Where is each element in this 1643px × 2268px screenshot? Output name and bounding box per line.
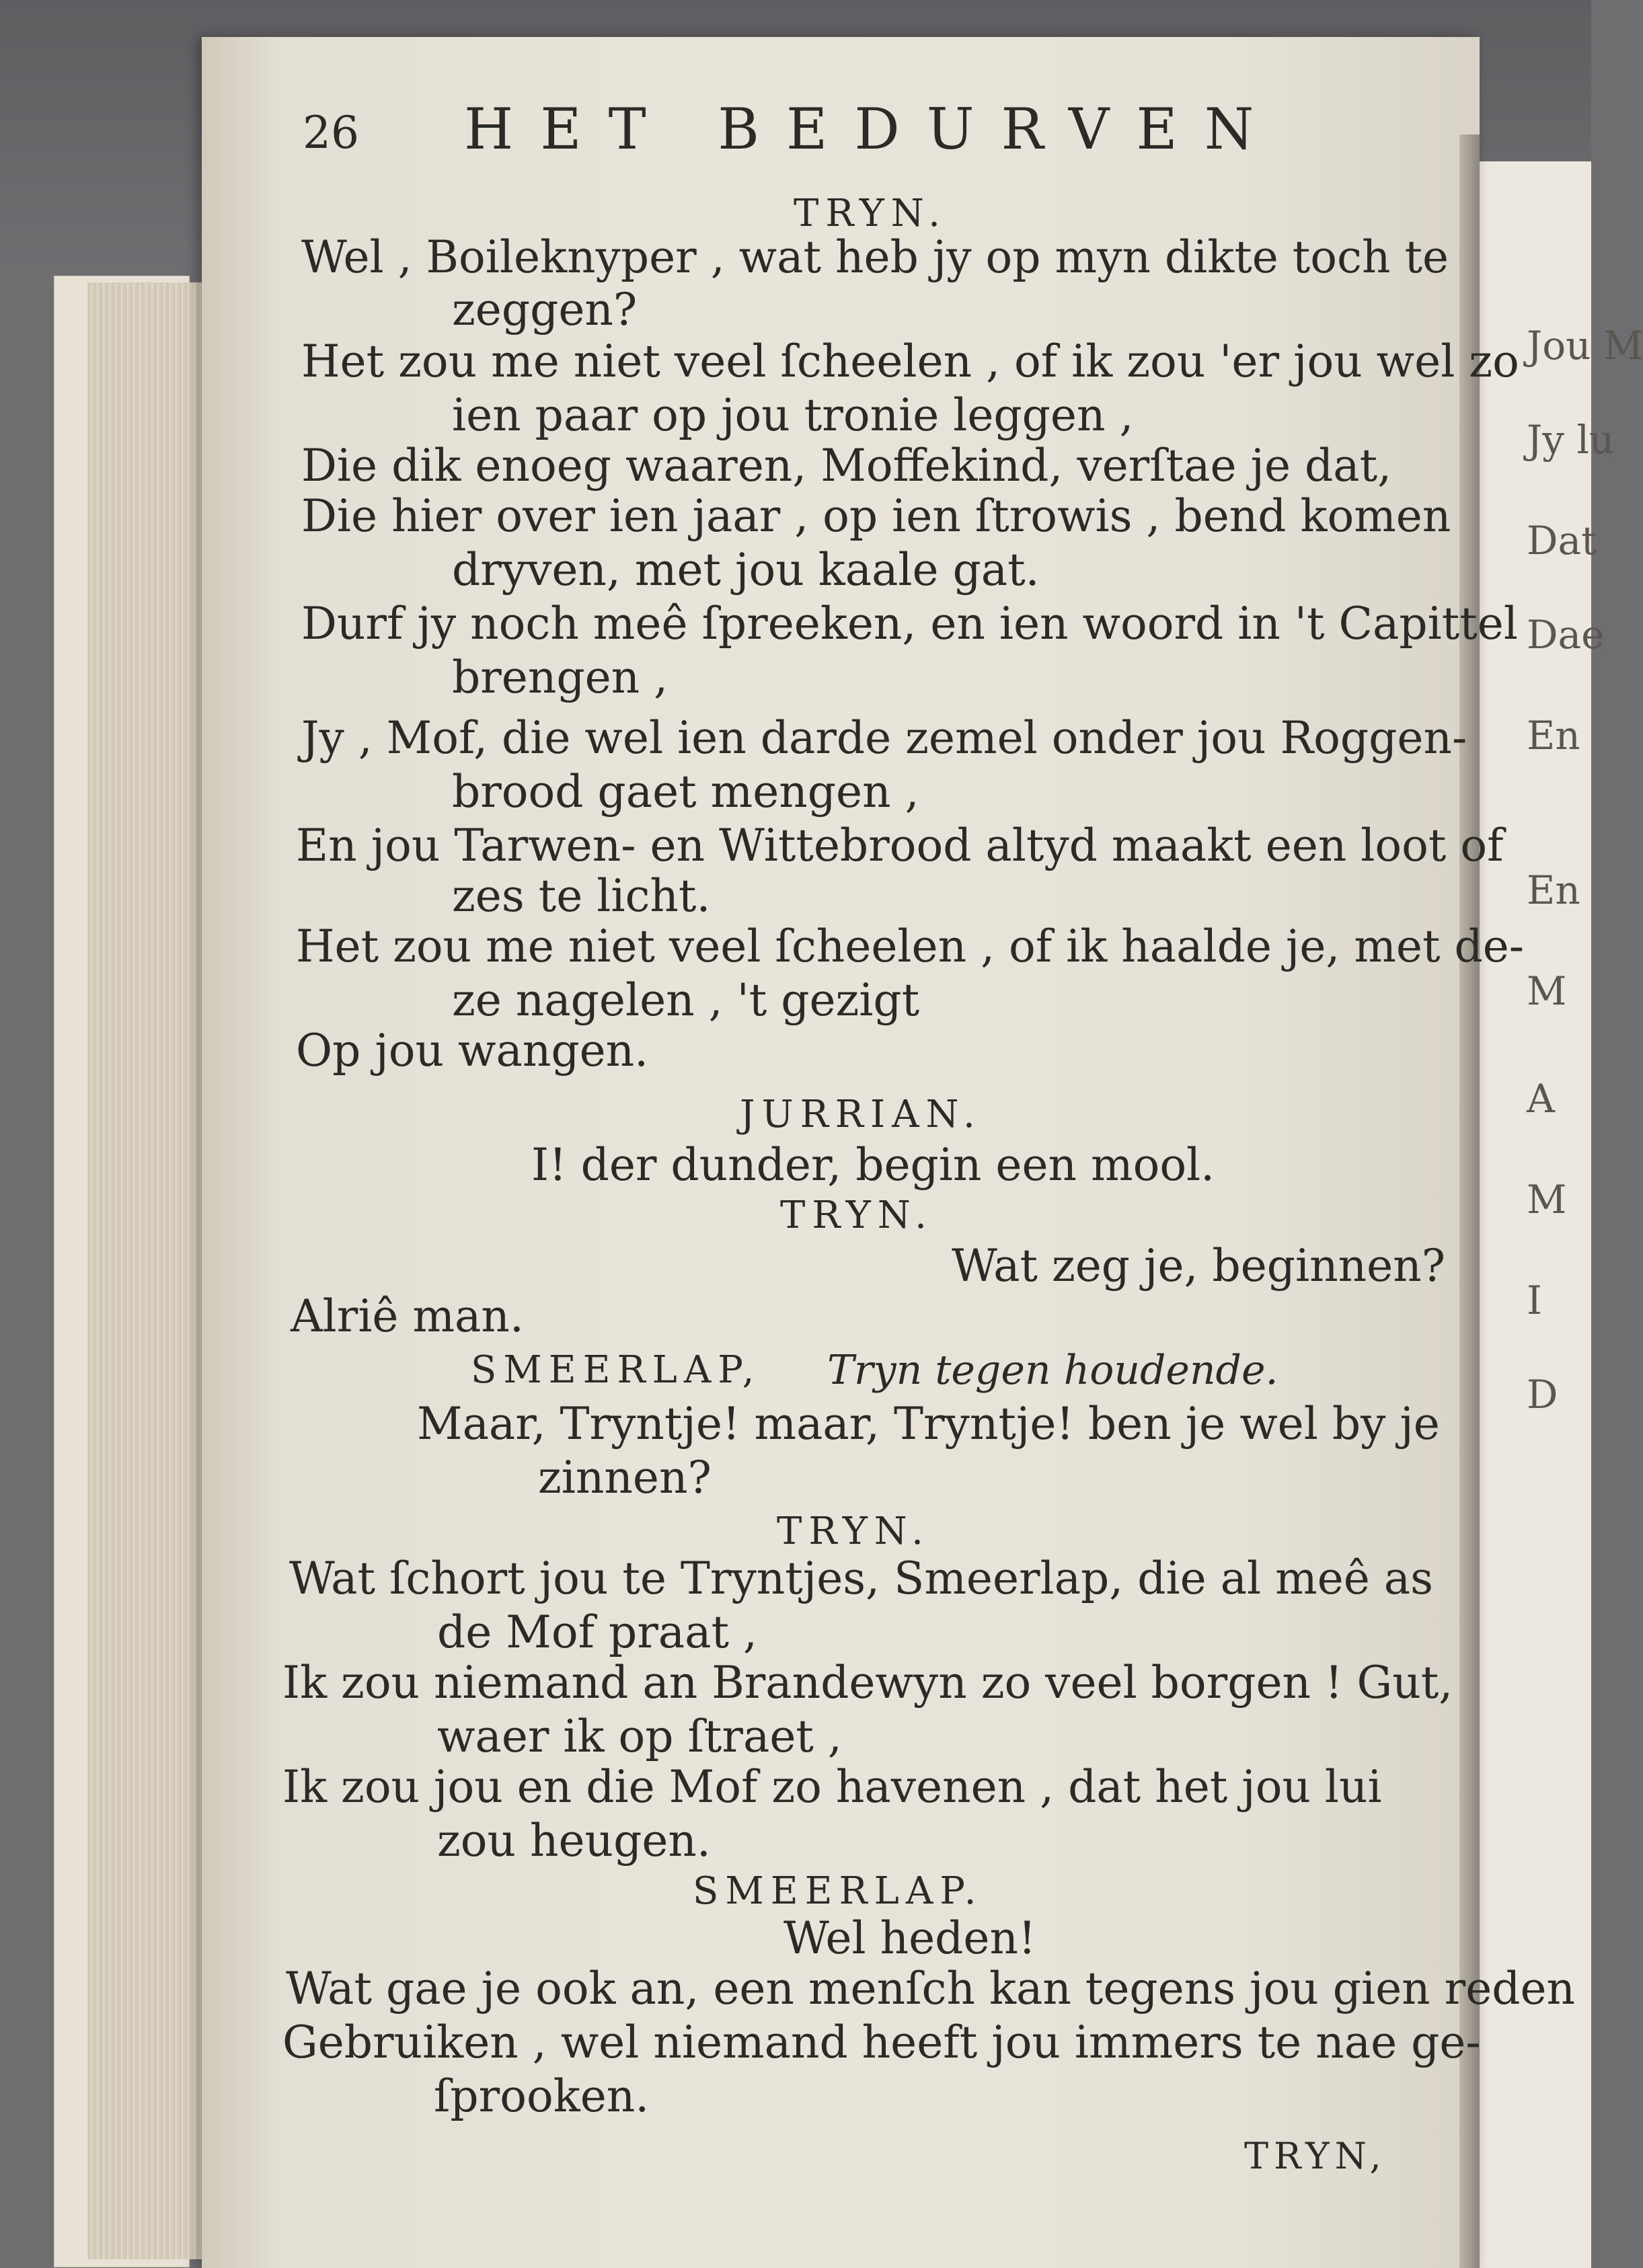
verse-line: I! der dunder, begin een mool. bbox=[531, 1139, 1215, 1191]
speaker-name: SMEERLAP, bbox=[471, 1348, 761, 1392]
verse-line: Maar, Tryntje! maar, Tryntje! ben je wel by je bbox=[417, 1398, 1440, 1450]
verse-line: Gebruiken , wel niemand heeft jou immers te nae ge- bbox=[282, 2017, 1481, 2068]
catchword: TRYN, bbox=[1244, 2135, 1387, 2177]
verse-line: zou heugen. bbox=[437, 1815, 711, 1867]
verse-line: brengen , bbox=[452, 652, 668, 703]
verse-line: Wat gae je ook an, een menſch kan tegens jou gien reden bbox=[286, 1963, 1576, 2015]
verse-line: ze nagelen , 't gezigt bbox=[452, 974, 920, 1026]
facing-fragment: Jou M bbox=[1527, 323, 1643, 368]
facing-fragment: I bbox=[1527, 1278, 1542, 1323]
verse-line: Het zou me niet veel ſcheelen , of ik zou 'er jou wel zo bbox=[301, 336, 1519, 387]
verse-line: brood gaet mengen , bbox=[452, 766, 919, 818]
facing-fragment: D bbox=[1527, 1372, 1558, 1417]
verse-line: ien paar op jou tronie leggen , bbox=[452, 389, 1134, 441]
verse-line: Durf jy noch meê ſpreeken, en ien woord in 't Capittel bbox=[301, 598, 1518, 650]
speaker-name: JURRIAN. bbox=[740, 1093, 982, 1136]
stage-direction: Tryn tegen houdende. bbox=[827, 1347, 1278, 1394]
verse-line: waer ik op ſtraet , bbox=[437, 1711, 842, 1762]
speaker-name: TRYN. bbox=[794, 192, 947, 235]
verse-line: Ik zou jou en die Mof zo havenen , dat het jou lui bbox=[282, 1761, 1382, 1813]
verse-line: zinnen? bbox=[538, 1452, 712, 1503]
verse-line: de Mof praat , bbox=[437, 1606, 757, 1658]
facing-fragment: En bbox=[1527, 713, 1580, 758]
verse-line: Die dik enoeg waaren, Moffekind, verſtae je dat, bbox=[301, 440, 1392, 492]
verse-line: dryven, met jou kaale gat. bbox=[452, 544, 1040, 596]
speaker-name: TRYN. bbox=[780, 1194, 933, 1237]
verse-line: Ik zou niemand an Brandewyn zo veel borgen ! Gut, bbox=[282, 1657, 1453, 1709]
verse-line: zes te licht. bbox=[452, 870, 711, 922]
facing-fragment: Dat bbox=[1527, 518, 1597, 563]
facing-fragment: M bbox=[1527, 968, 1567, 1014]
verse-line: Op jou wangen. bbox=[296, 1025, 649, 1077]
verse-line: En jou Tarwen- en Wittebrood altyd maakt een loot of bbox=[296, 820, 1504, 871]
verse-line: Het zou me niet veel ſcheelen , of ik haalde je, met de- bbox=[296, 921, 1525, 972]
verse-line: Wat ſchort jou te Tryntjes, Smeerlap, die al meê as bbox=[289, 1553, 1433, 1604]
facing-fragment: En bbox=[1527, 867, 1580, 913]
verse-line: ſprooken. bbox=[434, 2070, 650, 2122]
facing-fragment: Dae bbox=[1527, 612, 1605, 658]
facing-fragment: Jy lu bbox=[1527, 417, 1615, 463]
running-title: HET BEDURVEN bbox=[464, 96, 1281, 162]
verse-line: Wel heden! bbox=[784, 1912, 1036, 1964]
verse-line: Wat zeg je, beginnen? bbox=[952, 1240, 1446, 1292]
verse-line: zeggen? bbox=[452, 284, 638, 336]
verse-line: Jy , Mof, die wel ien darde zemel onder jou Roggen- bbox=[301, 712, 1467, 764]
speaker-name: SMEERLAP. bbox=[693, 1869, 983, 1913]
page-number: 26 bbox=[303, 107, 359, 159]
facing-fragment: A bbox=[1527, 1076, 1555, 1122]
verse-line: Wel , Boileknyper , wat heb jy op myn dikte toch te bbox=[301, 231, 1449, 283]
facing-fragment: M bbox=[1527, 1177, 1567, 1222]
verse-line: Die hier over ien jaar , op ien ſtrowis , bend komen bbox=[301, 490, 1451, 542]
verse-line: Alriê man. bbox=[291, 1290, 524, 1342]
speaker-name: TRYN. bbox=[777, 1510, 930, 1553]
